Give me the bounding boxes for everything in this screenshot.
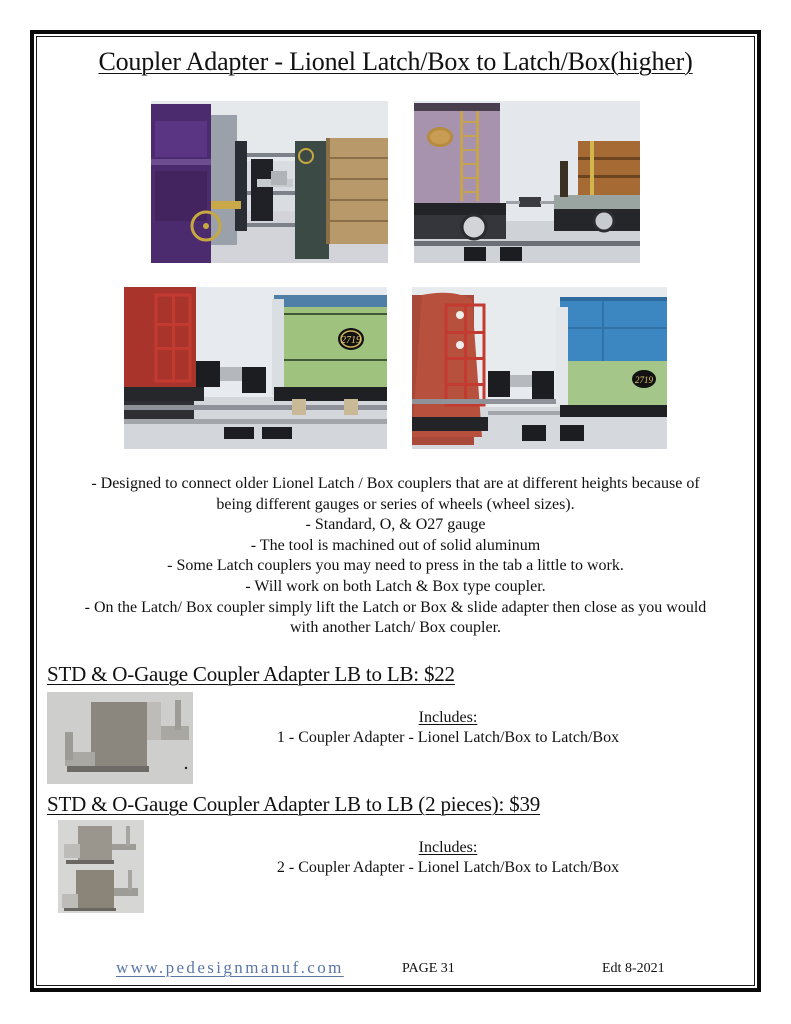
photo-red-caboose-to-2719-boxcar-2 — [412, 287, 667, 449]
product-heading-two-pack: STD & O-Gauge Coupler Adapter LB to LB (2 pieces): $39 — [47, 792, 541, 816]
website-link[interactable]: www.pedesignmanuf.com — [116, 958, 344, 977]
description-line: - The tool is machined out of solid aluminum — [250, 536, 541, 554]
description-line: - Designed to connect older Lionel Latch / Box couplers that are at different heights because of — [91, 475, 700, 492]
description-line: with another Latch/ Box coupler. — [289, 619, 502, 637]
product-image-two-adapters — [58, 820, 144, 913]
includes-label: Includes: — [418, 709, 478, 726]
includes-item: 2 - Coupler Adapter - Lionel Latch/Box to Latch/Box — [276, 859, 620, 876]
product-includes-two-pack — [248, 838, 648, 878]
train-coupling-photo-2 — [414, 101, 640, 263]
page-number: PAGE 31 — [402, 961, 455, 976]
description-line: being different gauges or series of wheels (wheel sizes). — [216, 495, 575, 513]
description-line: - Will work on both Latch & Box type coupler. — [245, 577, 546, 595]
description-line: - Standard, O, & O27 gauge — [305, 516, 486, 534]
svg-text:2719: 2719 — [341, 335, 361, 346]
train-coupling-photo-4 — [412, 287, 667, 449]
includes-label: Includes: — [418, 839, 478, 856]
photo-purple-car-to-lumber-car — [151, 101, 388, 263]
coupler-adapter-photo — [47, 692, 193, 784]
product-includes-single — [248, 708, 648, 748]
includes-item: 1 - Coupler Adapter - Lionel Latch/Box to Latch/Box — [276, 729, 620, 746]
edition-date: Edt 8-2021 — [602, 961, 665, 976]
photo-red-caboose-to-2719-boxcar-1 — [124, 287, 387, 449]
svg-text:2719: 2719 — [635, 375, 653, 385]
description-line: - Some Latch couplers you may need to press in the tab a little to work. — [167, 557, 624, 575]
description-line: - On the Latch/ Box coupler simply lift the Latch or Box & slide adapter then close as you would — [84, 598, 707, 616]
photo-lavender-car-to-lumber-car — [414, 101, 640, 263]
page-title: Coupler Adapter - Lionel Latch/Box to Latch/Box(higher) — [98, 47, 693, 76]
coupler-adapters-pair-photo — [58, 820, 144, 913]
train-coupling-photo-1 — [151, 101, 388, 263]
product-description — [40, 474, 751, 639]
product-heading-single: STD & O-Gauge Coupler Adapter LB to LB: $22 — [47, 662, 455, 686]
train-coupling-photo-3 — [124, 287, 387, 449]
product-image-single-adapter — [47, 692, 193, 784]
